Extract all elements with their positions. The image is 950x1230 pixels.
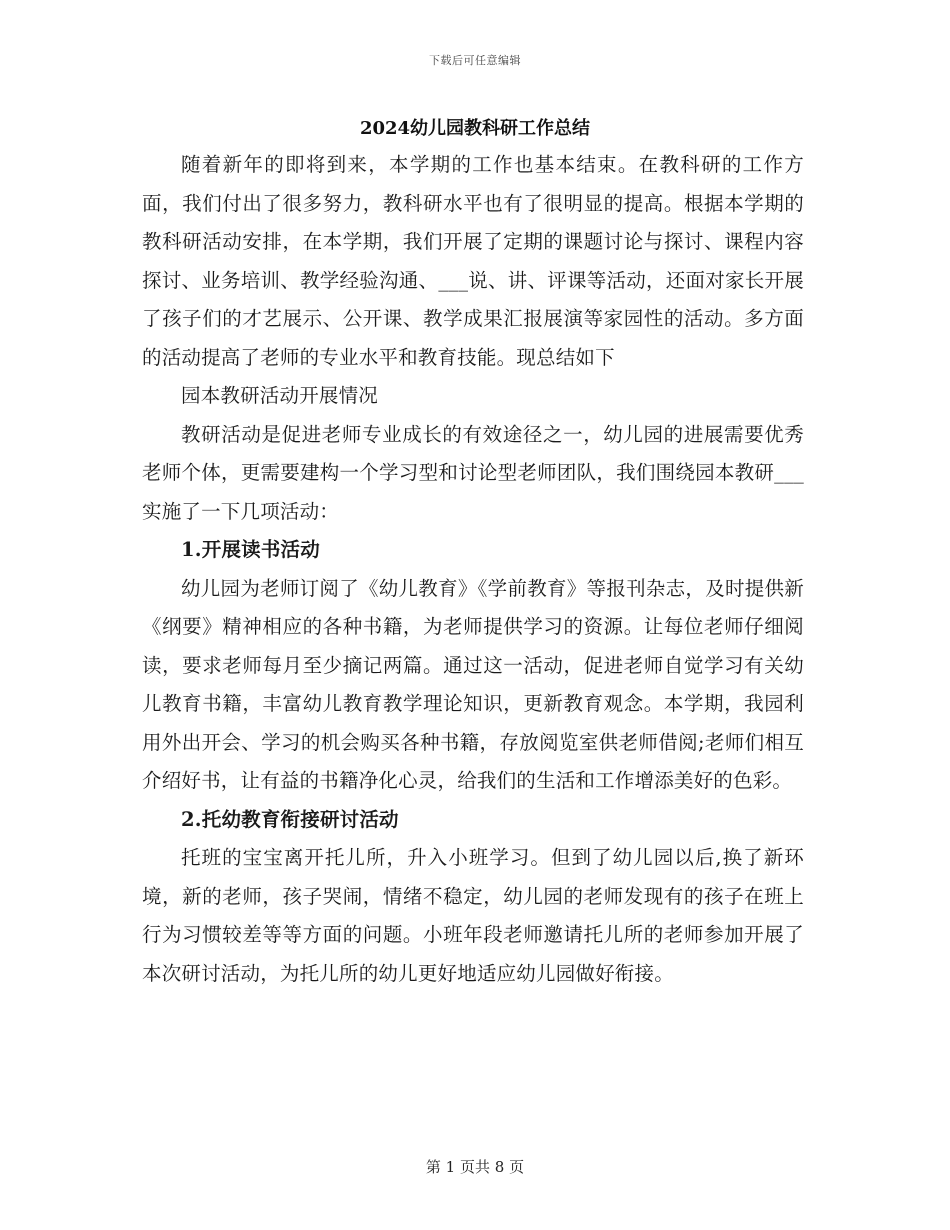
page-number: 第 1 页共 8 页 (425, 1158, 525, 1176)
paragraph-nursery-transition: 托班的宝宝离开托儿所，升入小班学习。但到了幼儿园以后,换了新环境，新的老师，孩子哭闹，情绪不稳定，幼儿园的老师发现有的孩子在班上行为习惯较差等等方面的问题。小班年段老师邀请托儿所的老师参加开展了本次研讨活动，为托儿所的幼儿更好地适应幼儿园做好衔接。 (142, 846, 804, 985)
heading-reading-activity: 1.开展读书活动 (181, 538, 320, 561)
page-header-note: 下载后可任意编辑 (429, 54, 521, 67)
paragraph-reading-activity: 幼儿园为老师订阅了《幼儿教育》《学前教育》等报刊杂志，及时提供新《纲要》精神相应的各种书籍，为老师提供学习的资源。让每位老师仔细阅读，要求老师每月至少摘记两篇。通过这一活动，促进老师自觉学习有关幼儿教育书籍，丰富幼儿教育教学理论知识，更新教育观念。本学期，我园利用外出开会、学习的机会购买各种书籍，存放阅览室供老师借阅;老师们相互介绍好书，让有益的书籍净化心灵，给我们的生活和工作增添美好的色彩。 (142, 576, 804, 792)
paragraph-section-heading: 园本教研活动开展情况 (181, 384, 379, 407)
paragraph-teaching-research: 教研活动是促进老师专业成长的有效途径之一，幼儿园的进展需要优秀老师个体，更需要建构一个学习型和讨论型老师团队，我们围绕园本教研___实施了一下几项活动： (142, 422, 804, 523)
document-title: 2024幼儿园教科研工作总结 (359, 118, 591, 139)
document-body (142, 146, 804, 993)
paragraph-intro: 随着新年的即将到来，本学期的工作也基本结束。在教科研的工作方面，我们付出了很多努力，教科研水平也有了很明显的提高。根据本学期的教科研活动安排，在本学期，我们开展了定期的课题讨论与探讨、课程内容探讨、业务培训、教学经验沟通、___说、讲、评课等活动，还面对家长开展了孩子们的才艺展示、公开课、教学成果汇报展演等家园性的活动。多方面的活动提高了老师的专业水平和教育技能。现总结如下 (142, 153, 804, 369)
heading-nursery-transition: 2.托幼教育衔接研讨活动 (181, 807, 399, 831)
